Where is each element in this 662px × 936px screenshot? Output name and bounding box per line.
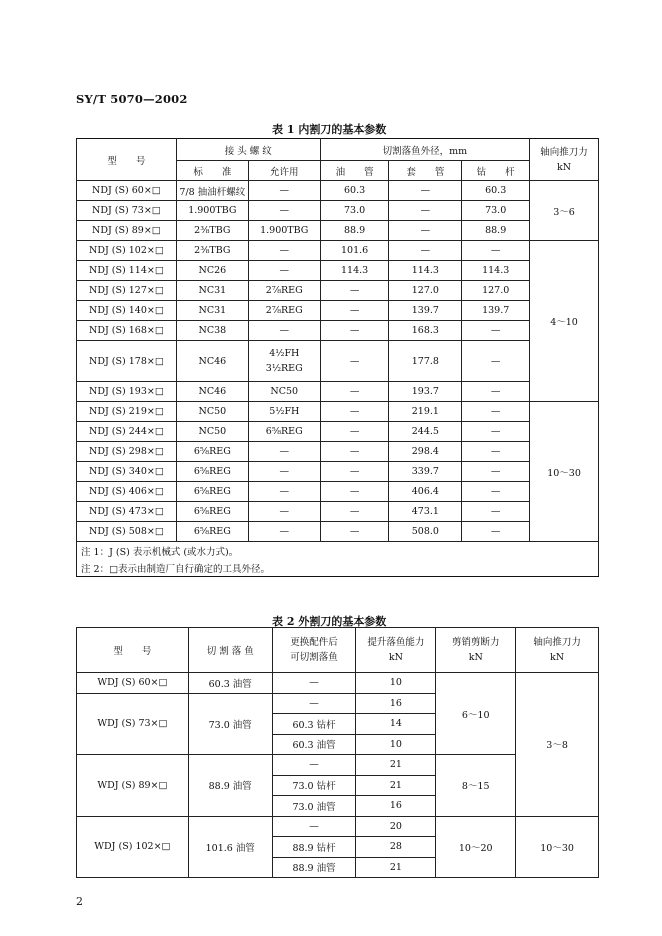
cell-model: WDJ (S) 89×□ bbox=[77, 755, 189, 817]
cell-tubing: — bbox=[320, 281, 389, 301]
cell-allow: 1.900TBG bbox=[248, 221, 320, 241]
cell-thrust: 10～30 bbox=[530, 402, 599, 542]
cell-model: NDJ (S) 140×□ bbox=[77, 301, 177, 321]
cell-drill: 88.9 bbox=[462, 221, 530, 241]
cell-thrust: 4～10 bbox=[530, 241, 599, 402]
cell-model: NDJ (S) 127×□ bbox=[77, 281, 177, 301]
cell-fish: 73.0 油管 bbox=[188, 693, 272, 755]
cell-std: 6⅝REG bbox=[176, 482, 248, 502]
cell-lift: 28 bbox=[356, 837, 436, 858]
cell-alt: 73.0 钻杆 bbox=[272, 775, 356, 796]
cell-drill: 114.3 bbox=[462, 261, 530, 281]
cell-alt: — bbox=[272, 673, 356, 694]
cell-drill: — bbox=[462, 241, 530, 261]
cell-tubing: — bbox=[320, 402, 389, 422]
cell-alt: 88.9 钻杆 bbox=[272, 837, 356, 858]
table-row bbox=[77, 442, 599, 462]
cell-casing: 473.1 bbox=[389, 502, 462, 522]
cell-model: NDJ (S) 73×□ bbox=[77, 201, 177, 221]
cell-model: WDJ (S) 102×□ bbox=[77, 816, 189, 878]
cell-std: NC38 bbox=[176, 321, 248, 341]
table-row bbox=[77, 301, 599, 321]
table2-caption: 表 2 外割刀的基本参数 bbox=[272, 615, 387, 628]
cell-casing: 406.4 bbox=[389, 482, 462, 502]
cell-alt: 60.3 油管 bbox=[272, 734, 356, 755]
cell-model: WDJ (S) 60×□ bbox=[77, 673, 189, 694]
cell-casing: 219.1 bbox=[389, 402, 462, 422]
col-thread: 接 头 螺 纹 bbox=[176, 139, 320, 161]
cell-model: NDJ (S) 193×□ bbox=[77, 382, 177, 402]
cell-tubing: — bbox=[320, 301, 389, 321]
table-row bbox=[77, 422, 599, 442]
cell-drill: — bbox=[462, 402, 530, 422]
col-thrust: 轴向推刀力 kN bbox=[516, 628, 599, 673]
cell-allow: 2⅞REG bbox=[248, 281, 320, 301]
cell-drill: 60.3 bbox=[462, 181, 530, 201]
table-row bbox=[77, 462, 599, 482]
cell-alt: — bbox=[272, 693, 356, 714]
cell-allow: — bbox=[248, 261, 320, 281]
page-number: 2 bbox=[76, 895, 83, 908]
cell-tubing: — bbox=[320, 341, 389, 382]
table-row bbox=[77, 181, 599, 201]
cell-std: 6⅝REG bbox=[176, 442, 248, 462]
cell-tubing: 114.3 bbox=[320, 261, 389, 281]
cell-tubing: — bbox=[320, 502, 389, 522]
cell-tubing: — bbox=[320, 482, 389, 502]
cell-allow: — bbox=[248, 241, 320, 261]
col-tubing: 油 管 bbox=[320, 161, 389, 181]
cell-allow: 6⅝REG bbox=[248, 422, 320, 442]
cell-drill: 127.0 bbox=[462, 281, 530, 301]
col-standard: 标 准 bbox=[176, 161, 248, 181]
col-casing: 套 管 bbox=[389, 161, 462, 181]
cell-model: NDJ (S) 168×□ bbox=[77, 321, 177, 341]
table1-note-1: 注 1：J (S) 表示机械式 (或水力式)。 bbox=[77, 542, 599, 560]
cell-lift: 16 bbox=[356, 693, 436, 714]
cell-alt: 73.0 油管 bbox=[272, 796, 356, 817]
table1-note-2: 注 2：□表示由制造厂自行确定的工具外径。 bbox=[77, 559, 599, 577]
cell-std: NC31 bbox=[176, 301, 248, 321]
col-allowed: 允许用 bbox=[248, 161, 320, 181]
cell-std: 2⅜TBG bbox=[176, 221, 248, 241]
col-model: 型 号 bbox=[77, 628, 189, 673]
cell-model: NDJ (S) 244×□ bbox=[77, 422, 177, 442]
cell-lift: 10 bbox=[356, 734, 436, 755]
table-row bbox=[77, 201, 599, 221]
cell-casing: 298.4 bbox=[389, 442, 462, 462]
cell-drill: — bbox=[462, 442, 530, 462]
cell-drill: — bbox=[462, 422, 530, 442]
table-row bbox=[77, 321, 599, 341]
cell-alt: 60.3 钻杆 bbox=[272, 714, 356, 735]
col-replace: 更换配件后 可切割落鱼 bbox=[272, 628, 356, 673]
cell-std: NC46 bbox=[176, 382, 248, 402]
cell-std: NC26 bbox=[176, 261, 248, 281]
cell-allow: — bbox=[248, 201, 320, 221]
col-drill: 钻 杆 bbox=[462, 161, 530, 181]
table1-caption: 表 1 内割刀的基本参数 bbox=[272, 123, 387, 136]
cell-fish: 101.6 油管 bbox=[188, 816, 272, 878]
col-thrust: 轴向推刀力 kN bbox=[530, 139, 599, 181]
standard-number: SY/T 5070—2002 bbox=[76, 92, 188, 106]
cell-std: 2⅜TBG bbox=[176, 241, 248, 261]
cell-allow: — bbox=[248, 522, 320, 542]
outer-cutter-table bbox=[76, 627, 599, 878]
cell-lift: 10 bbox=[356, 673, 436, 694]
cell-std: 6⅝REG bbox=[176, 462, 248, 482]
col-cut-od: 切割落鱼外径，mm bbox=[320, 139, 529, 161]
table-row bbox=[77, 221, 599, 241]
cell-casing: 339.7 bbox=[389, 462, 462, 482]
cell-casing: 508.0 bbox=[389, 522, 462, 542]
cell-drill: 73.0 bbox=[462, 201, 530, 221]
col-shear: 剪销剪断力 kN bbox=[436, 628, 516, 673]
cell-drill: — bbox=[462, 321, 530, 341]
table-row bbox=[77, 673, 599, 694]
cell-model: NDJ (S) 406×□ bbox=[77, 482, 177, 502]
cell-thrust: 3～6 bbox=[530, 181, 599, 241]
cell-model: NDJ (S) 298×□ bbox=[77, 442, 177, 462]
cell-casing: 244.5 bbox=[389, 422, 462, 442]
cell-shear: 8～15 bbox=[436, 755, 516, 817]
cell-thrust: 3～8 bbox=[516, 673, 599, 817]
cell-allow: — bbox=[248, 482, 320, 502]
cell-std: 7/8 抽油杆螺纹 bbox=[176, 181, 248, 201]
table-row bbox=[77, 816, 599, 837]
cell-drill: 139.7 bbox=[462, 301, 530, 321]
cell-allow: 5½FH bbox=[248, 402, 320, 422]
cell-model: NDJ (S) 473×□ bbox=[77, 502, 177, 522]
cell-model: NDJ (S) 102×□ bbox=[77, 241, 177, 261]
cell-tubing: — bbox=[320, 462, 389, 482]
cell-lift: 21 bbox=[356, 755, 436, 776]
cell-casing: 193.7 bbox=[389, 382, 462, 402]
cell-lift: 20 bbox=[356, 816, 436, 837]
col-cut-fish: 切 割 落 鱼 bbox=[188, 628, 272, 673]
cell-casing: — bbox=[389, 221, 462, 241]
cell-tubing: — bbox=[320, 422, 389, 442]
cell-drill: — bbox=[462, 482, 530, 502]
cell-model: NDJ (S) 89×□ bbox=[77, 221, 177, 241]
cell-model: NDJ (S) 60×□ bbox=[77, 181, 177, 201]
cell-lift: 14 bbox=[356, 714, 436, 735]
cell-drill: — bbox=[462, 522, 530, 542]
table-row bbox=[77, 281, 599, 301]
cell-allow: — bbox=[248, 181, 320, 201]
cell-std: NC50 bbox=[176, 422, 248, 442]
cell-alt: — bbox=[272, 755, 356, 776]
cell-casing: 168.3 bbox=[389, 321, 462, 341]
col-lift: 提升落鱼能力 kN bbox=[356, 628, 436, 673]
cell-model: NDJ (S) 114×□ bbox=[77, 261, 177, 281]
cell-drill: — bbox=[462, 341, 530, 382]
cell-allow: — bbox=[248, 462, 320, 482]
cell-std: NC50 bbox=[176, 402, 248, 422]
cell-model: NDJ (S) 340×□ bbox=[77, 462, 177, 482]
inner-cutter-table bbox=[76, 138, 599, 577]
table-row bbox=[77, 261, 599, 281]
cell-std: 6⅝REG bbox=[176, 522, 248, 542]
cell-allow: 4½FH 3½REG bbox=[248, 341, 320, 382]
col-model: 型 号 bbox=[77, 139, 177, 181]
table-row bbox=[77, 522, 599, 542]
cell-tubing: 73.0 bbox=[320, 201, 389, 221]
cell-model: NDJ (S) 508×□ bbox=[77, 522, 177, 542]
cell-drill: — bbox=[462, 462, 530, 482]
cell-tubing: 101.6 bbox=[320, 241, 389, 261]
cell-casing: 127.0 bbox=[389, 281, 462, 301]
cell-allow: — bbox=[248, 502, 320, 522]
table-row bbox=[77, 482, 599, 502]
cell-allow: NC50 bbox=[248, 382, 320, 402]
cell-drill: — bbox=[462, 502, 530, 522]
cell-model: NDJ (S) 178×□ bbox=[77, 341, 177, 382]
cell-fish: 60.3 油管 bbox=[188, 673, 272, 694]
cell-casing: — bbox=[389, 241, 462, 261]
cell-alt: — bbox=[272, 816, 356, 837]
cell-drill: — bbox=[462, 382, 530, 402]
cell-tubing: — bbox=[320, 522, 389, 542]
cell-thrust: 10～30 bbox=[516, 816, 599, 878]
cell-tubing: — bbox=[320, 442, 389, 462]
cell-alt: 88.9 油管 bbox=[272, 857, 356, 878]
cell-fish: 88.9 油管 bbox=[188, 755, 272, 817]
table-row bbox=[77, 382, 599, 402]
cell-casing: 177.8 bbox=[389, 341, 462, 382]
cell-allow: 2⅞REG bbox=[248, 301, 320, 321]
cell-lift: 21 bbox=[356, 857, 436, 878]
cell-model: NDJ (S) 219×□ bbox=[77, 402, 177, 422]
cell-casing: — bbox=[389, 201, 462, 221]
cell-allow: — bbox=[248, 321, 320, 341]
table-row bbox=[77, 341, 599, 382]
cell-tubing: — bbox=[320, 321, 389, 341]
table-row bbox=[77, 241, 599, 261]
cell-tubing: 60.3 bbox=[320, 181, 389, 201]
cell-lift: 16 bbox=[356, 796, 436, 817]
cell-shear: 6～10 bbox=[436, 673, 516, 755]
cell-shear: 10～20 bbox=[436, 816, 516, 878]
cell-std: NC31 bbox=[176, 281, 248, 301]
table-row bbox=[77, 502, 599, 522]
cell-model: WDJ (S) 73×□ bbox=[77, 693, 189, 755]
cell-std: 6⅝REG bbox=[176, 502, 248, 522]
cell-tubing: — bbox=[320, 382, 389, 402]
cell-std: NC46 bbox=[176, 341, 248, 382]
cell-tubing: 88.9 bbox=[320, 221, 389, 241]
cell-std: 1.900TBG bbox=[176, 201, 248, 221]
cell-casing: — bbox=[389, 181, 462, 201]
cell-allow: — bbox=[248, 442, 320, 462]
cell-lift: 21 bbox=[356, 775, 436, 796]
table-row bbox=[77, 402, 599, 422]
cell-casing: 139.7 bbox=[389, 301, 462, 321]
cell-casing: 114.3 bbox=[389, 261, 462, 281]
